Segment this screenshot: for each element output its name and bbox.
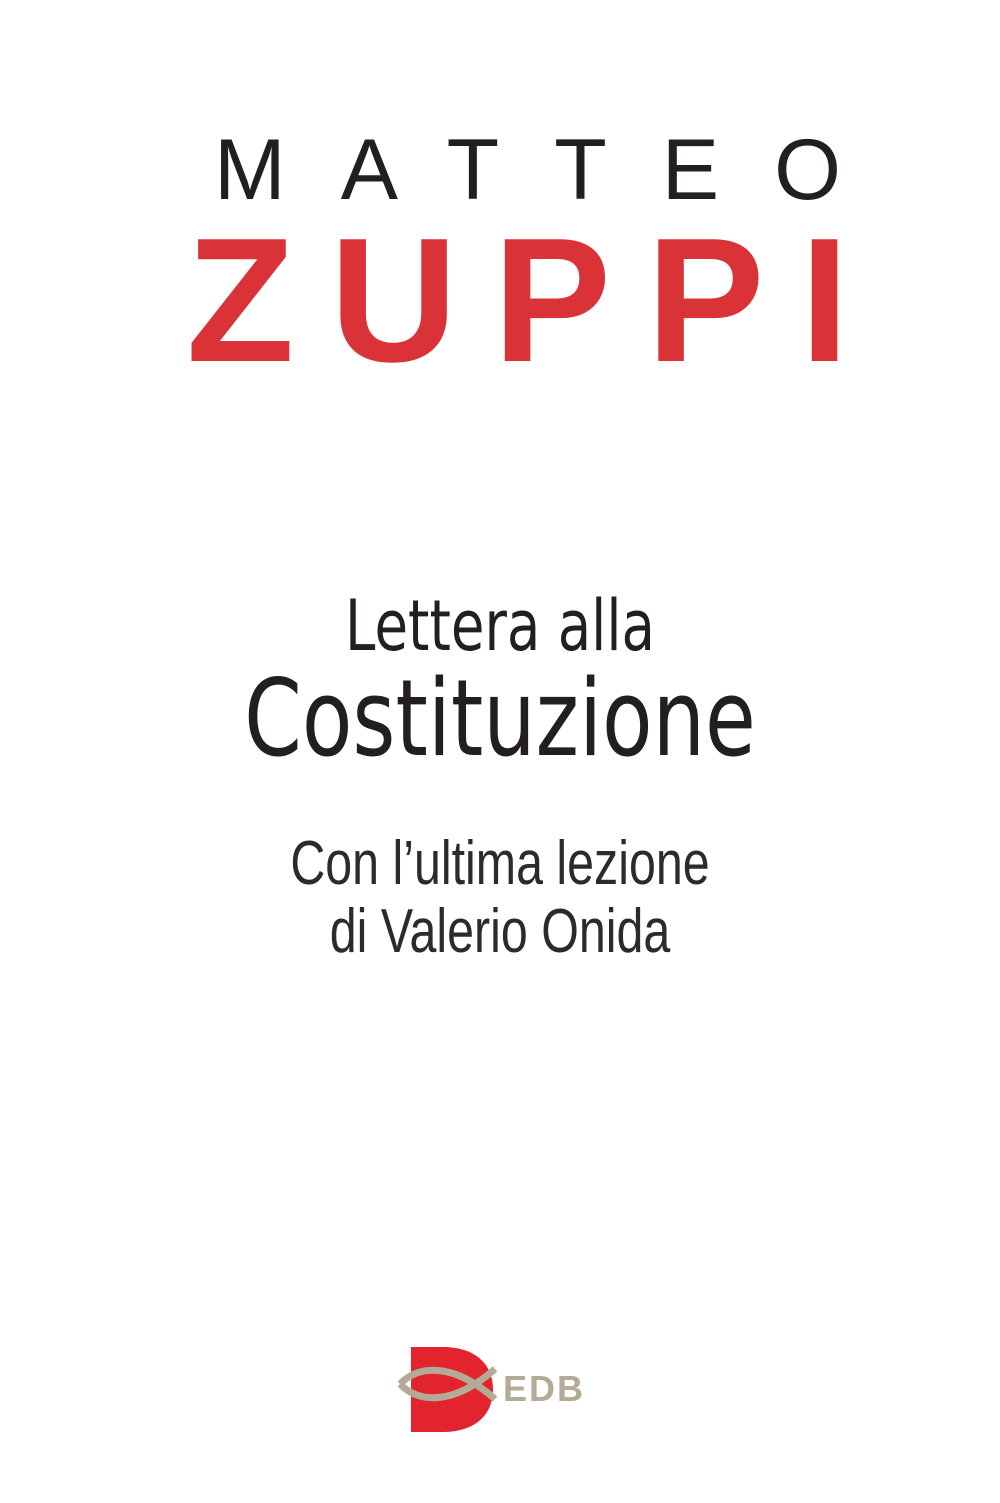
author-first-name: MATTEO — [213, 122, 897, 218]
book-title-line-1: Lettera alla — [344, 585, 655, 667]
book-subtitle-line-2: di Valerio Onida — [329, 897, 671, 966]
book-subtitle-line-1: Con l’ultima lezione — [290, 829, 710, 898]
publisher-wordmark: EDB — [503, 1368, 586, 1409]
author-last-name: ZUPPI — [186, 201, 885, 399]
publisher-logo — [398, 1338, 608, 1438]
book-title-line-2: Costituzione — [244, 657, 756, 780]
